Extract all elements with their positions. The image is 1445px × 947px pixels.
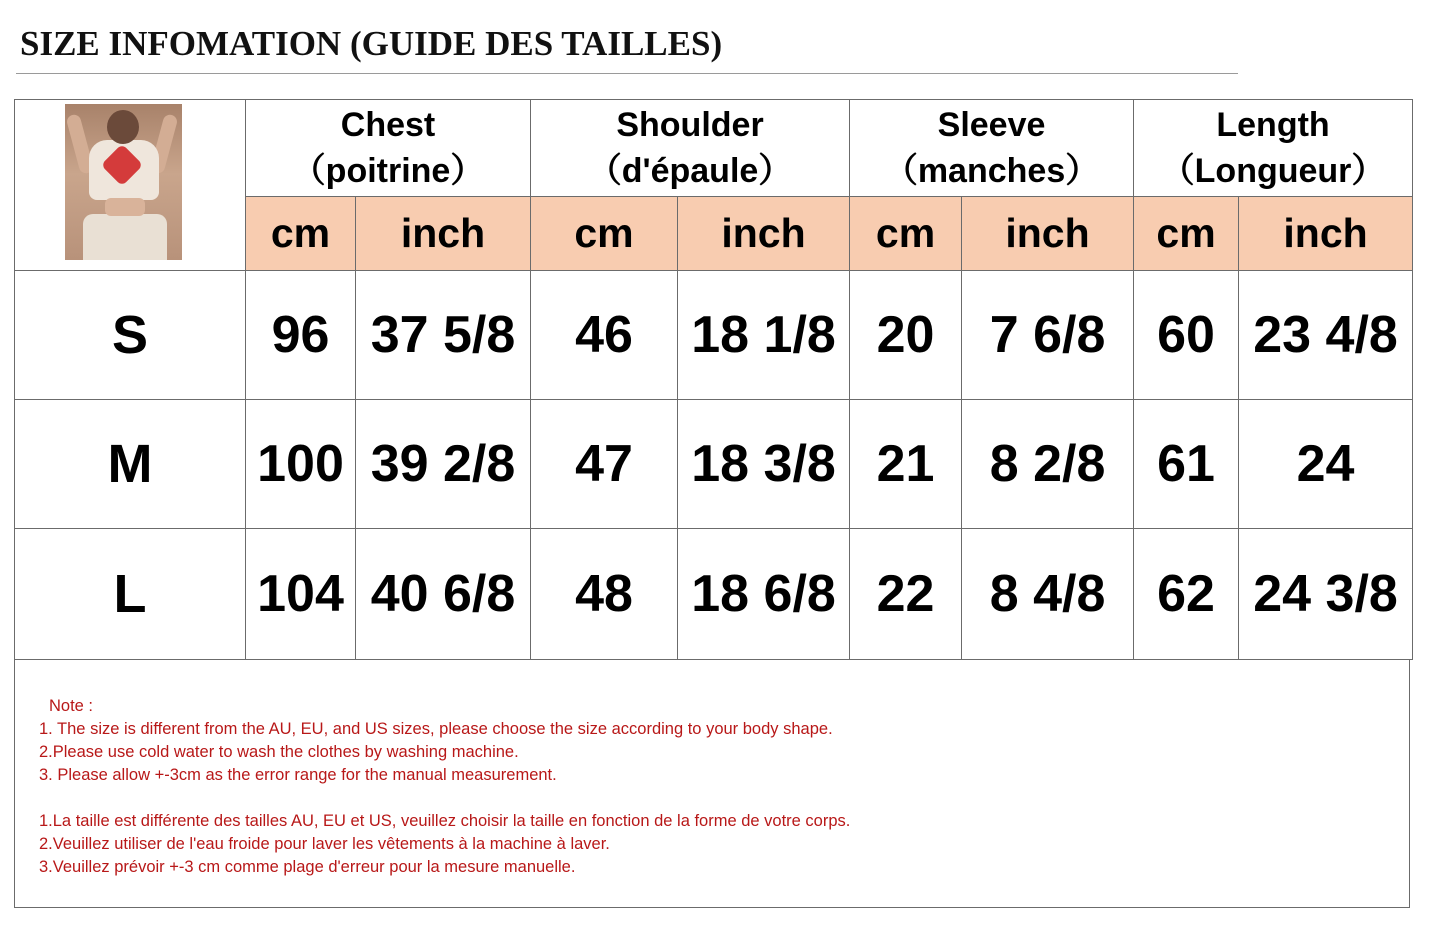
header-shoulder <box>531 100 850 197</box>
measurement-value: 20 <box>850 271 962 400</box>
unit-cell: inch <box>678 197 850 271</box>
size-label: S <box>15 271 246 400</box>
measurement-value: 22 <box>850 529 962 660</box>
measurement-value: 23 4/8 <box>1239 271 1413 400</box>
model-photo <box>65 104 182 260</box>
measurement-value: 47 <box>531 400 678 529</box>
table-row <box>15 271 1413 400</box>
measurement-value: 18 3/8 <box>678 400 850 529</box>
measurement-value: 24 3/8 <box>1239 529 1413 660</box>
unit-cell: cm <box>246 197 356 271</box>
measurement-value: 62 <box>1134 529 1239 660</box>
unit-cell: cm <box>850 197 962 271</box>
model-photo-cell <box>15 100 246 271</box>
note-en-3: 3. Please allow +-3cm as the error range for the manual measurement. <box>39 766 557 784</box>
table-row <box>15 529 1413 660</box>
title-divider <box>16 73 1238 74</box>
note-en-2: 2.Please use cold water to wash the clothes by washing machine. <box>39 743 519 761</box>
measurement-value: 8 2/8 <box>962 400 1134 529</box>
header-sleeve-sub: （manches） <box>883 152 1100 190</box>
measurement-value: 46 <box>531 271 678 400</box>
note-fr-2: 2.Veuillez utiliser de l'eau froide pour laver les vêtements à la machine à laver. <box>39 835 610 853</box>
header-chest <box>246 100 531 197</box>
measurement-value: 100 <box>246 400 356 529</box>
notes-text <box>39 695 850 879</box>
note-label: Note : <box>49 697 94 715</box>
header-chest-sub: （poitrine） <box>291 152 485 190</box>
unit-cell: inch <box>962 197 1134 271</box>
note-en-1: 1. The size is different from the AU, EU, and US sizes, please choose the size according to your body shape. <box>39 720 833 738</box>
measurement-value: 21 <box>850 400 962 529</box>
unit-cell: inch <box>1239 197 1413 271</box>
unit-cell: inch <box>356 197 531 271</box>
unit-cell: cm <box>531 197 678 271</box>
measurement-value: 60 <box>1134 271 1239 400</box>
table-row <box>15 400 1413 529</box>
header-chest-label: Chest <box>340 106 436 144</box>
measurement-value: 18 1/8 <box>678 271 850 400</box>
unit-cell: cm <box>1134 197 1239 271</box>
measurement-value: 18 6/8 <box>678 529 850 660</box>
header-sleeve-label: Sleeve <box>937 106 1046 144</box>
measurement-value: 96 <box>246 271 356 400</box>
note-fr-3: 3.Veuillez prévoir +-3 cm comme plage d'erreur pour la mesure manuelle. <box>39 858 576 876</box>
size-label: L <box>15 529 246 660</box>
measurement-value: 40 6/8 <box>356 529 531 660</box>
header-shoulder-label: Shoulder <box>616 106 764 144</box>
header-length-sub: （Longueur） <box>1160 152 1386 190</box>
measurement-value: 48 <box>531 529 678 660</box>
size-label: M <box>15 400 246 529</box>
note-fr-1: 1.La taille est différente des tailles AU, EU et US, veuillez choisir la taille en fonction de la forme de votre corps. <box>39 812 851 830</box>
header-length <box>1134 100 1413 197</box>
header-length-label: Length <box>1216 106 1330 144</box>
measurement-value: 39 2/8 <box>356 400 531 529</box>
header-shoulder-sub: （d'épaule） <box>587 152 793 190</box>
notes-box <box>14 659 1410 908</box>
header-sleeve <box>850 100 1134 197</box>
measurement-value: 7 6/8 <box>962 271 1134 400</box>
measurement-value: 37 5/8 <box>356 271 531 400</box>
size-chart-table <box>14 99 1413 660</box>
measurement-value: 8 4/8 <box>962 529 1134 660</box>
page-title: SIZE INFOMATION (GUIDE DES TAILLES) <box>20 24 723 63</box>
measurement-value: 24 <box>1239 400 1413 529</box>
measurement-value: 104 <box>246 529 356 660</box>
measurement-value: 61 <box>1134 400 1239 529</box>
